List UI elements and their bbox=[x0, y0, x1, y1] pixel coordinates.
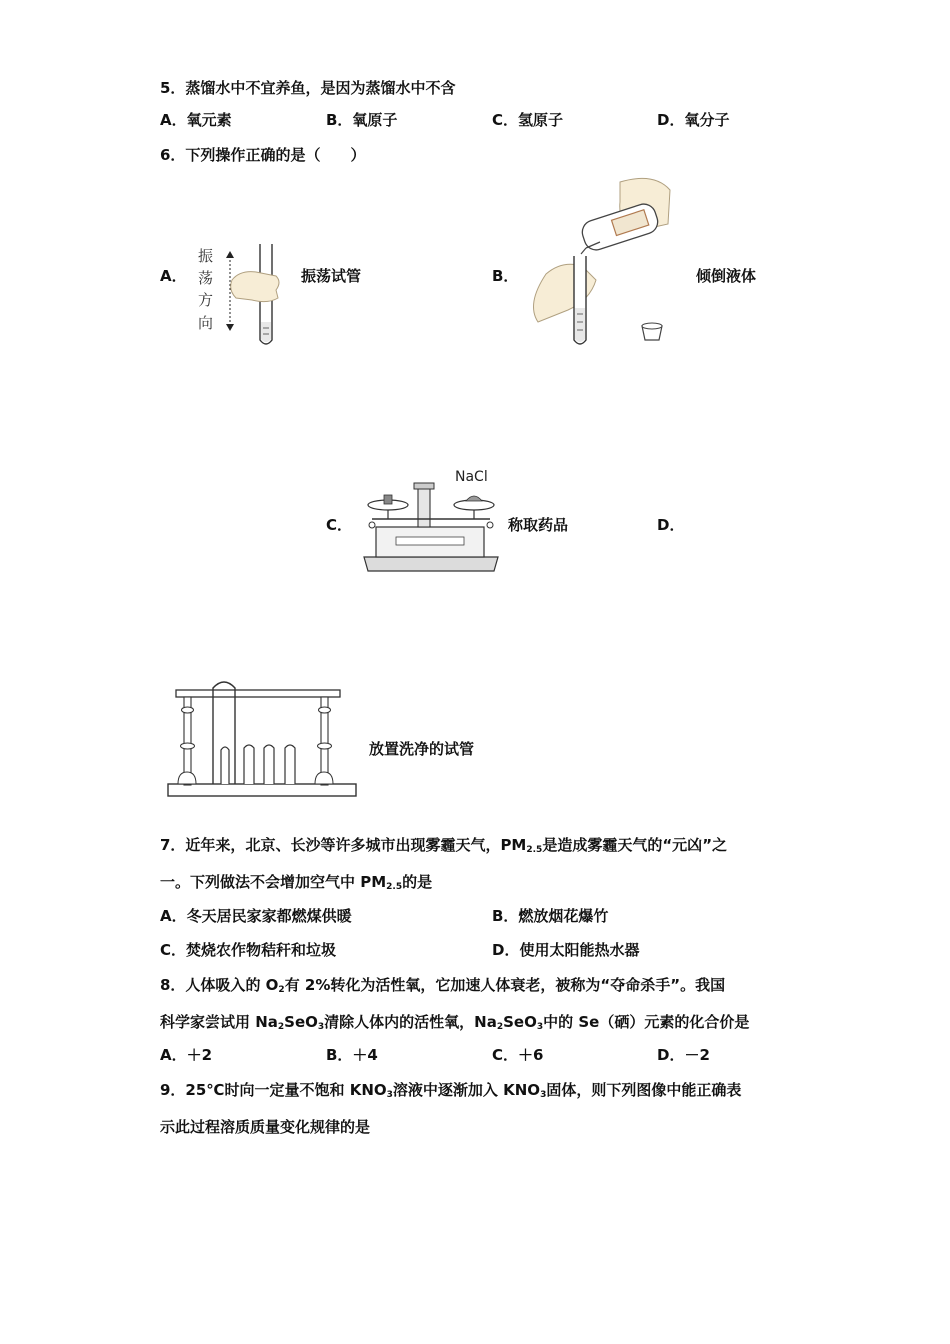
q6-option-b-letter[interactable]: B． bbox=[492, 267, 519, 285]
q8-option-b[interactable]: B．＋4 bbox=[326, 1046, 378, 1064]
q6-option-b-label[interactable]: 倾倒液体 bbox=[696, 267, 757, 285]
q7-stem-line2: 一。下列做法不会增加空气中 $PM_{2.5}$的是 bbox=[160, 873, 433, 892]
q8-option-a[interactable]: A．＋2 bbox=[160, 1046, 213, 1064]
q6-option-c-letter[interactable]: C． bbox=[326, 516, 353, 534]
q6-option-a-label[interactable]: 振荡试管 bbox=[301, 267, 362, 285]
q7-option-b[interactable]: B．燃放烟花爆竹 bbox=[492, 907, 609, 925]
q6-option-d-label[interactable]: 放置洗净的试管 bbox=[369, 740, 475, 758]
balance-scale-figure bbox=[356, 465, 506, 577]
q9-stem-line2: 示此过程溶质质量变化规律的是 bbox=[160, 1118, 371, 1136]
q7-option-a[interactable]: A．冬天居民家家都燃煤供暖 bbox=[160, 907, 352, 925]
q8-stem-line2: 科学家尝试用 $Na_2SeO_3$清除人体内的活性氧，$Na_2SeO_3$中的 Se（硒）元素的化合价是 bbox=[160, 1013, 750, 1032]
q6-stem: 6．下列操作正确的是（ ） bbox=[160, 146, 366, 164]
q7-option-c[interactable]: C．焚烧农作物秸秆和垃圾 bbox=[160, 941, 337, 959]
q5-option-c[interactable]: C．氢原子 bbox=[492, 111, 564, 129]
fig-char-4: 向 bbox=[198, 314, 214, 332]
q8-stem-line1: 8．人体吸入的 $O_2$有 2%转化为活性氧，它加速人体衰老，被称为“夺命杀手”。我国 bbox=[160, 976, 726, 995]
shake-test-tube-figure bbox=[190, 242, 290, 354]
q7-option-d[interactable]: D．使用太阳能热水器 bbox=[492, 941, 640, 959]
fig-char-3: 方 bbox=[198, 291, 214, 309]
pour-liquid-figure bbox=[524, 176, 674, 348]
q6-option-d-letter[interactable]: D． bbox=[657, 516, 685, 534]
q5-option-d[interactable]: D．氧分子 bbox=[657, 111, 730, 129]
fig-char-2: 荡 bbox=[198, 269, 214, 287]
q8-option-d[interactable]: D．－2 bbox=[657, 1046, 710, 1064]
q9-stem-line1: 9．25℃时向一定量不饱和 $KNO_3$溶液中逐渐加入 $KNO_3$固体，则下列图像中能正确表 bbox=[160, 1081, 742, 1100]
nacl-label: NaCl bbox=[455, 469, 488, 485]
q5-option-a[interactable]: A．氧元素 bbox=[160, 111, 232, 129]
test-tube-rack-figure bbox=[164, 680, 360, 802]
q5-stem: 5．蒸馏水中不宜养鱼，是因为蒸馏水中不含 bbox=[160, 79, 456, 97]
q8-option-c[interactable]: C．＋6 bbox=[492, 1046, 544, 1064]
q5-option-b[interactable]: B．氧原子 bbox=[326, 111, 398, 129]
q6-option-c-label[interactable]: 称取药品 bbox=[508, 516, 569, 534]
fig-char-1: 振 bbox=[198, 247, 214, 265]
q7-stem-line1: 7．近年来，北京、长沙等许多城市出现雾霾天气，$PM_{2.5}$是造成雾霾天气的“元凶”之 bbox=[160, 836, 728, 855]
q6-option-a-letter[interactable]: A． bbox=[160, 267, 187, 285]
